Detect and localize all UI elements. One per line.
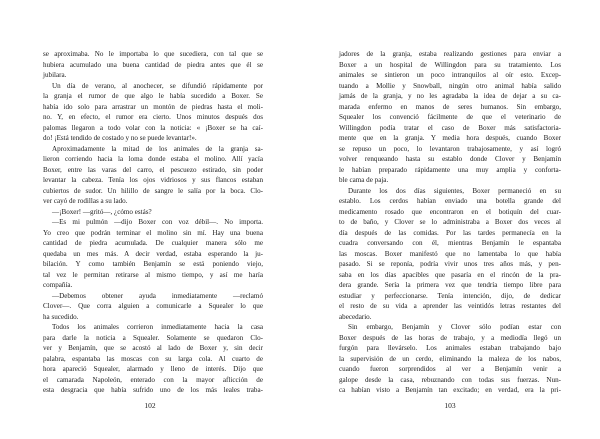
text-line: Squealer los convenció fácilmente de que el veterinario de <box>339 113 561 121</box>
text-line: cuando fueron sorprendidos al ver a Benjamín venir a <box>339 365 561 373</box>
text-line: ha sucedido. <box>43 312 79 321</box>
text-line: ca habían visto a Benjamín tan excitado; en verdad, era la pri- <box>339 386 561 394</box>
text-line: volver renqueando hasta su establo donde Clover y Benjamín <box>339 155 561 163</box>
text-line: esta desgracia que había sufrido uno de los más leales traba- <box>43 386 263 394</box>
text-line: había ido solo para arrastrar un montón de piedras hasta el moli- <box>43 102 263 111</box>
text-line: palomas llegaron a todo volar con la noticia: « ¡Boxer se ha caí- <box>43 123 263 132</box>
text-line: Boxer después de las horas de trabajo, y a mediodía llegó un <box>339 333 561 342</box>
text-line: do! ¡Está tendido de costado y no se puede levantar!». <box>43 134 197 142</box>
text-line: levantar la cabeza. Tenía los ojos vidriosos y sus flancos estaban <box>43 176 263 184</box>
text-line: dera grande. Sería la primera vez que tendría tiempo libre para <box>339 281 561 289</box>
text-line: bilación. Y como también Benjamín se está poniendo viejo, <box>43 260 263 268</box>
text-line: hora apareció Squealer, alarmado y lleno de interés. Dijo que <box>43 365 263 373</box>
text-line: compañía. <box>43 281 73 289</box>
text-line: —Debemos obtener ayuda inmediatamente —reclamó <box>52 291 263 300</box>
text-line: tuando a Mollie y Snowball, ningún otro animal había salido <box>339 81 561 90</box>
text-line: Boxer a un hospital de Willingdon para su tratamiento. Los <box>339 60 561 69</box>
left-page-text <box>43 49 263 396</box>
text-line: —Es mi pulmón —dijo Boxer con voz débil—. No importa. <box>52 218 263 226</box>
text-line: Un día de verano, al anochecer, se difundió rápidamente por <box>52 81 263 90</box>
text-line: marada enfermo en manos de seres humanos. Sin embargo, <box>339 102 561 111</box>
text-line: ble cama de paja. <box>339 176 389 184</box>
text-line: el resto de su vida a aprender las veintidós letras restantes del <box>339 302 561 310</box>
text-line: mente que en la granja. Y media hora después, cuando Boxer <box>339 134 561 142</box>
text-line: abecedario. <box>339 312 372 321</box>
text-line: tal vez le permitan retirarse al mismo tiempo, y así me haría <box>43 270 263 279</box>
text-line: saba en los días apacibles que pasaría en el rincón de la pra- <box>339 270 561 279</box>
text-line: Sin embargo, Benjamín y Clover sólo podían estar con <box>348 323 561 331</box>
text-line: lieron corriendo hacia la loma donde estaba el molino. Allí yacía <box>43 155 263 163</box>
text-line: establo. Los cerdos habían enviado una botella grande del <box>339 197 561 205</box>
text-line: jadores de la granja, estaba realizando gestiones para enviar a <box>339 50 561 58</box>
text-line: ver y Benjamín, que se acostó al lado de Boxer y, sin decir <box>43 344 263 352</box>
text-line: se repuso un poco, lo levantaron trabajosamente, y así logró <box>339 144 561 153</box>
text-line: Boxer, entre las varas del carro, el pescuezo estirado, sin poder <box>43 165 263 174</box>
text-line: quedaba un mes más. A decir verdad, estaba esperando la ju- <box>43 249 263 258</box>
text-line: la supervisión de un cerdo, eliminando la maleza de los nabos, <box>339 354 561 363</box>
text-line: Durante los dos días siguientes, Boxer permaneció en su <box>348 186 561 195</box>
text-line: cantidad de piedra acumulada. De cualquier manera sólo me <box>43 239 263 247</box>
text-line: Yo creo que podrán terminar el molino sin mí. Hay una buena <box>43 228 263 237</box>
text-line: palabra, espantaba las moscas con su larga cola. Al cuarto de <box>43 354 263 363</box>
right-page <box>300 0 600 439</box>
text-line: le habían preparado rápidamente una muy amplia y conforta- <box>339 165 561 174</box>
text-line: día después de las comidas. Por las tardes permanecía en la <box>339 228 561 237</box>
text-line: para darle la noticia a Squealer. Solamente se quedaron Clo- <box>43 333 263 342</box>
text-line: no. Y, en efecto, el rumor era cierto. Unos minutos después dos <box>43 113 263 121</box>
right-page-number: 103 <box>444 401 456 410</box>
text-line: las moscas. Boxer manifestó que no lamentaba lo que había <box>339 249 561 258</box>
text-line: cuadra conversando con él, mientras Benjamín le espantaba <box>339 239 561 247</box>
text-line: Willingdon podía tratar el caso de Boxer más satisfactoria- <box>339 123 561 132</box>
text-line: to de baño, y Clover se lo administraba a Boxer dos veces al <box>339 218 561 226</box>
left-page-number: 102 <box>144 401 156 410</box>
text-line: animales se sintieron un poco intranquilos al oír esto. Excep- <box>339 71 561 79</box>
text-line: cubiertos de sudor. Un hilillo de sangre le salía por la boca. Clo- <box>43 186 263 195</box>
text-line: se aproximaba. No le importaba lo que sucediera, con tal que se <box>43 50 263 58</box>
text-line: pasado. Si se reponía, podría vivir unos tres años más, y pen- <box>339 260 561 268</box>
text-line: ver cayó de rodillas a su lado. <box>43 197 128 205</box>
text-line: estudiar y perfeccionarse. Tenía intención, dijo, de dedicar <box>339 291 561 300</box>
text-line: Todos los animales corrieron inmediatamente hacia la casa <box>52 323 263 331</box>
right-page-text <box>339 49 561 396</box>
text-line: galope desde la casa, rebuznando con todas sus fuerzas. Nun- <box>339 375 561 384</box>
text-line: jubilara. <box>43 71 67 79</box>
text-line: medicamento rosado que encontraron en el botiquín del cuar- <box>339 207 561 216</box>
text-line: la granja el rumor de que algo le había sucedido a Boxer. Se <box>43 92 263 100</box>
text-line: furgón para llevárselo. Los animales estaban trabajando bajo <box>339 344 561 352</box>
text-line: jamás de la granja, y no les agradaba la idea de dejar a su ca- <box>339 92 561 100</box>
text-line: Aproximadamente la mitad de los animales de la granja sa- <box>52 144 263 153</box>
text-line: hubiera acumulado una buena cantidad de piedra antes que él se <box>43 60 263 69</box>
text-line: Clover—. Que corra alguien a comunicarle a Squealer lo que <box>43 302 263 310</box>
text-line: —¡Boxer! —gritó—, ¿cómo estás? <box>52 207 152 216</box>
text-line: el camarada Napoleón, enterado con la mayor aflicción de <box>43 375 263 384</box>
